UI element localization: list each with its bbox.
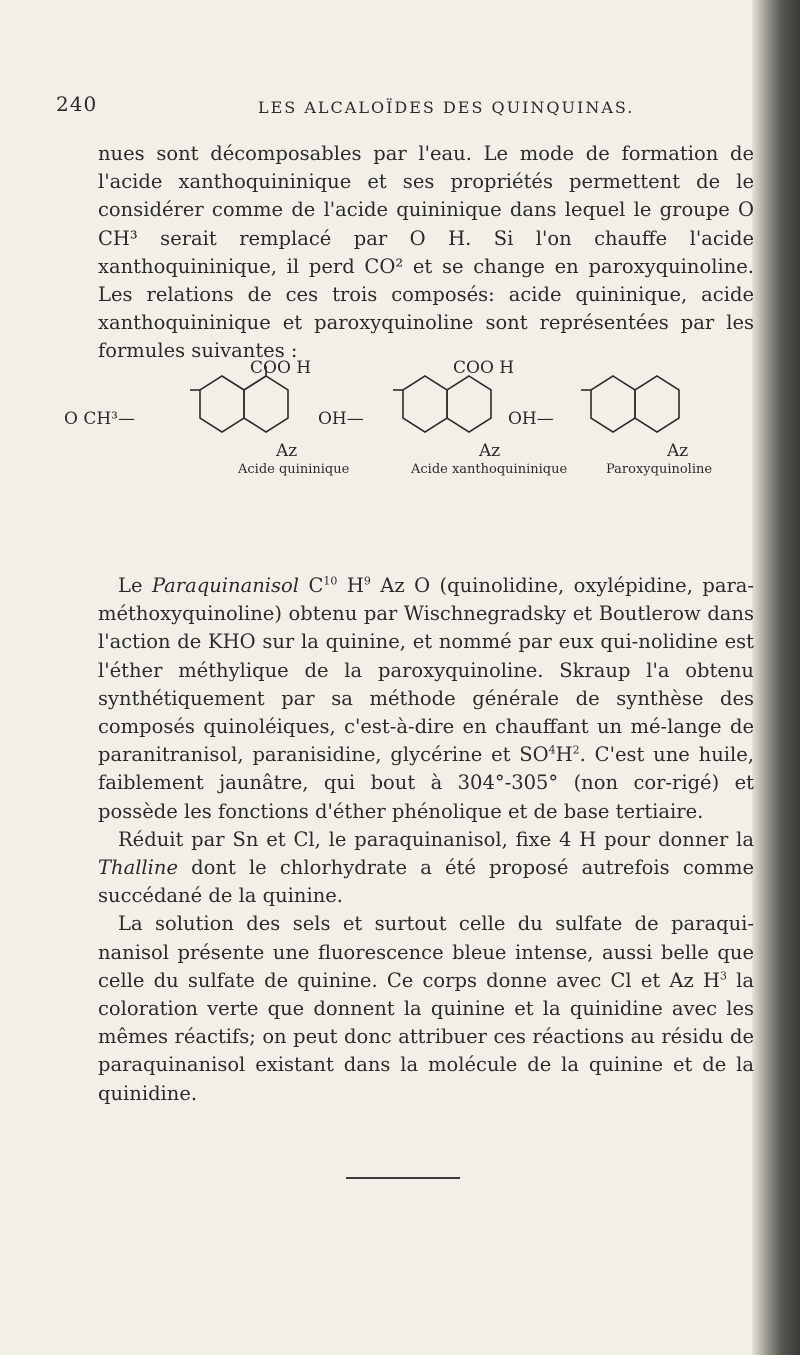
formula-2-ring-atom: Az — [479, 441, 501, 461]
formula-3-caption: Paroxyquinoline — [606, 462, 713, 477]
formula-sub-9: 9 — [363, 574, 371, 588]
formula-3-ring-atom: Az — [667, 441, 689, 461]
paragraph-3-intro: Réduit par Sn et Cl, le paraquinanisol, fixe 4 H pour donner la — [118, 827, 754, 851]
formula-sub-2: 2 — [572, 743, 580, 757]
chemical-formulas-figure — [64, 358, 713, 566]
formula-carbon: C — [299, 574, 324, 597]
term-paraquinanisol: Paraquinanisol — [151, 574, 299, 597]
formula-sub-4: 4 — [548, 743, 556, 757]
formula-2-caption: Acide xanthoquininique — [411, 462, 568, 477]
paragraph-4-end: la coloration verte que donnent la quinine et la quinidine avec les mêmes réactifs; on peut donc attribuer ces réactions au résidu de paraquinanisol existant dans la molécule de la quinine et de la quinidine. — [98, 968, 754, 1105]
formula-2-left-group: OH— — [318, 409, 364, 429]
paragraph-2-body: Az O (quinolidine, oxylépidine, para-méthoxyquinoline) obtenu par Wischnegradsky et Boutlerow dans l'action de KHO sur la quinine, et nommé par eux qui-nolidine est l'éther méthylique de la paroxyquinoline. Skraup l'a obtenu synthétiquement par sa méthode générale de synthèse des composés quinoléiques, c'est-à-dire en chauffant un mé-lange de paranitranisol, paranisidine, glycérine et SO — [98, 574, 754, 767]
formula-1-left-group: O CH³— — [64, 409, 135, 429]
paragraph-1 — [98, 140, 754, 366]
paragraph-2-intro: Le — [118, 574, 152, 597]
paragraph-4 — [98, 910, 754, 1107]
formula-h: H — [555, 743, 573, 767]
body-text — [98, 572, 754, 1108]
paragraph-1-text: nues sont décomposables par l'eau. Le mode de formation de l'acide xanthoquininique et ses propriétés permettent de le considérer comme de l'acide quininique dans lequel le groupe O CH³ serait remplacé par O H. Si l'on chauffe l'acide xanthoquininique, il perd CO² et se change en paroxyquinoline. Les relations de ces trois composés: acide quininique, acide xanthoquininique et paroxyquinoline sont représentées par les formules suivantes : — [98, 142, 754, 363]
paragraph-3 — [98, 826, 754, 911]
formula-1-caption: Acide quininique — [238, 462, 350, 477]
running-head: LES ALCALOÏDES DES QUINQUINAS. — [258, 98, 635, 117]
page-number: 240 — [56, 92, 98, 116]
formula-2-top-group: COO H — [453, 358, 515, 378]
formula-hydrogen: H — [337, 574, 364, 597]
paragraph-2 — [98, 572, 754, 826]
formula-1-top-group: COO H — [250, 358, 312, 378]
paragraph-2-end: . C'est une huile, faiblement jaunâtre, qui bout à 304°-305° (non cor-rigé) et possède les fonctions d'éther phénolique et de base tertiaire. — [98, 743, 755, 823]
formula-1-ring-atom: Az — [276, 441, 298, 461]
formula-3-left-group: OH— — [508, 409, 554, 429]
section-end-rule — [346, 1177, 460, 1179]
formula-3-rings — [581, 376, 679, 432]
term-thalline: Thalline — [98, 856, 178, 880]
formula-sub-3: 3 — [719, 969, 727, 983]
paragraph-4-start: La solution des sels et surtout celle du sulfate de paraqui-nanisol présente une fluorescence bleue intense, aussi belle que celle du sulfate de quinine. Ce corps donne avec Cl et Az H — [98, 912, 754, 992]
paragraph-3-end: dont le chlorhydrate a été proposé autrefois comme succédané de la quinine. — [98, 856, 754, 908]
formula-sub-10: 10 — [323, 574, 338, 588]
page-edge-shadow — [752, 0, 800, 1355]
